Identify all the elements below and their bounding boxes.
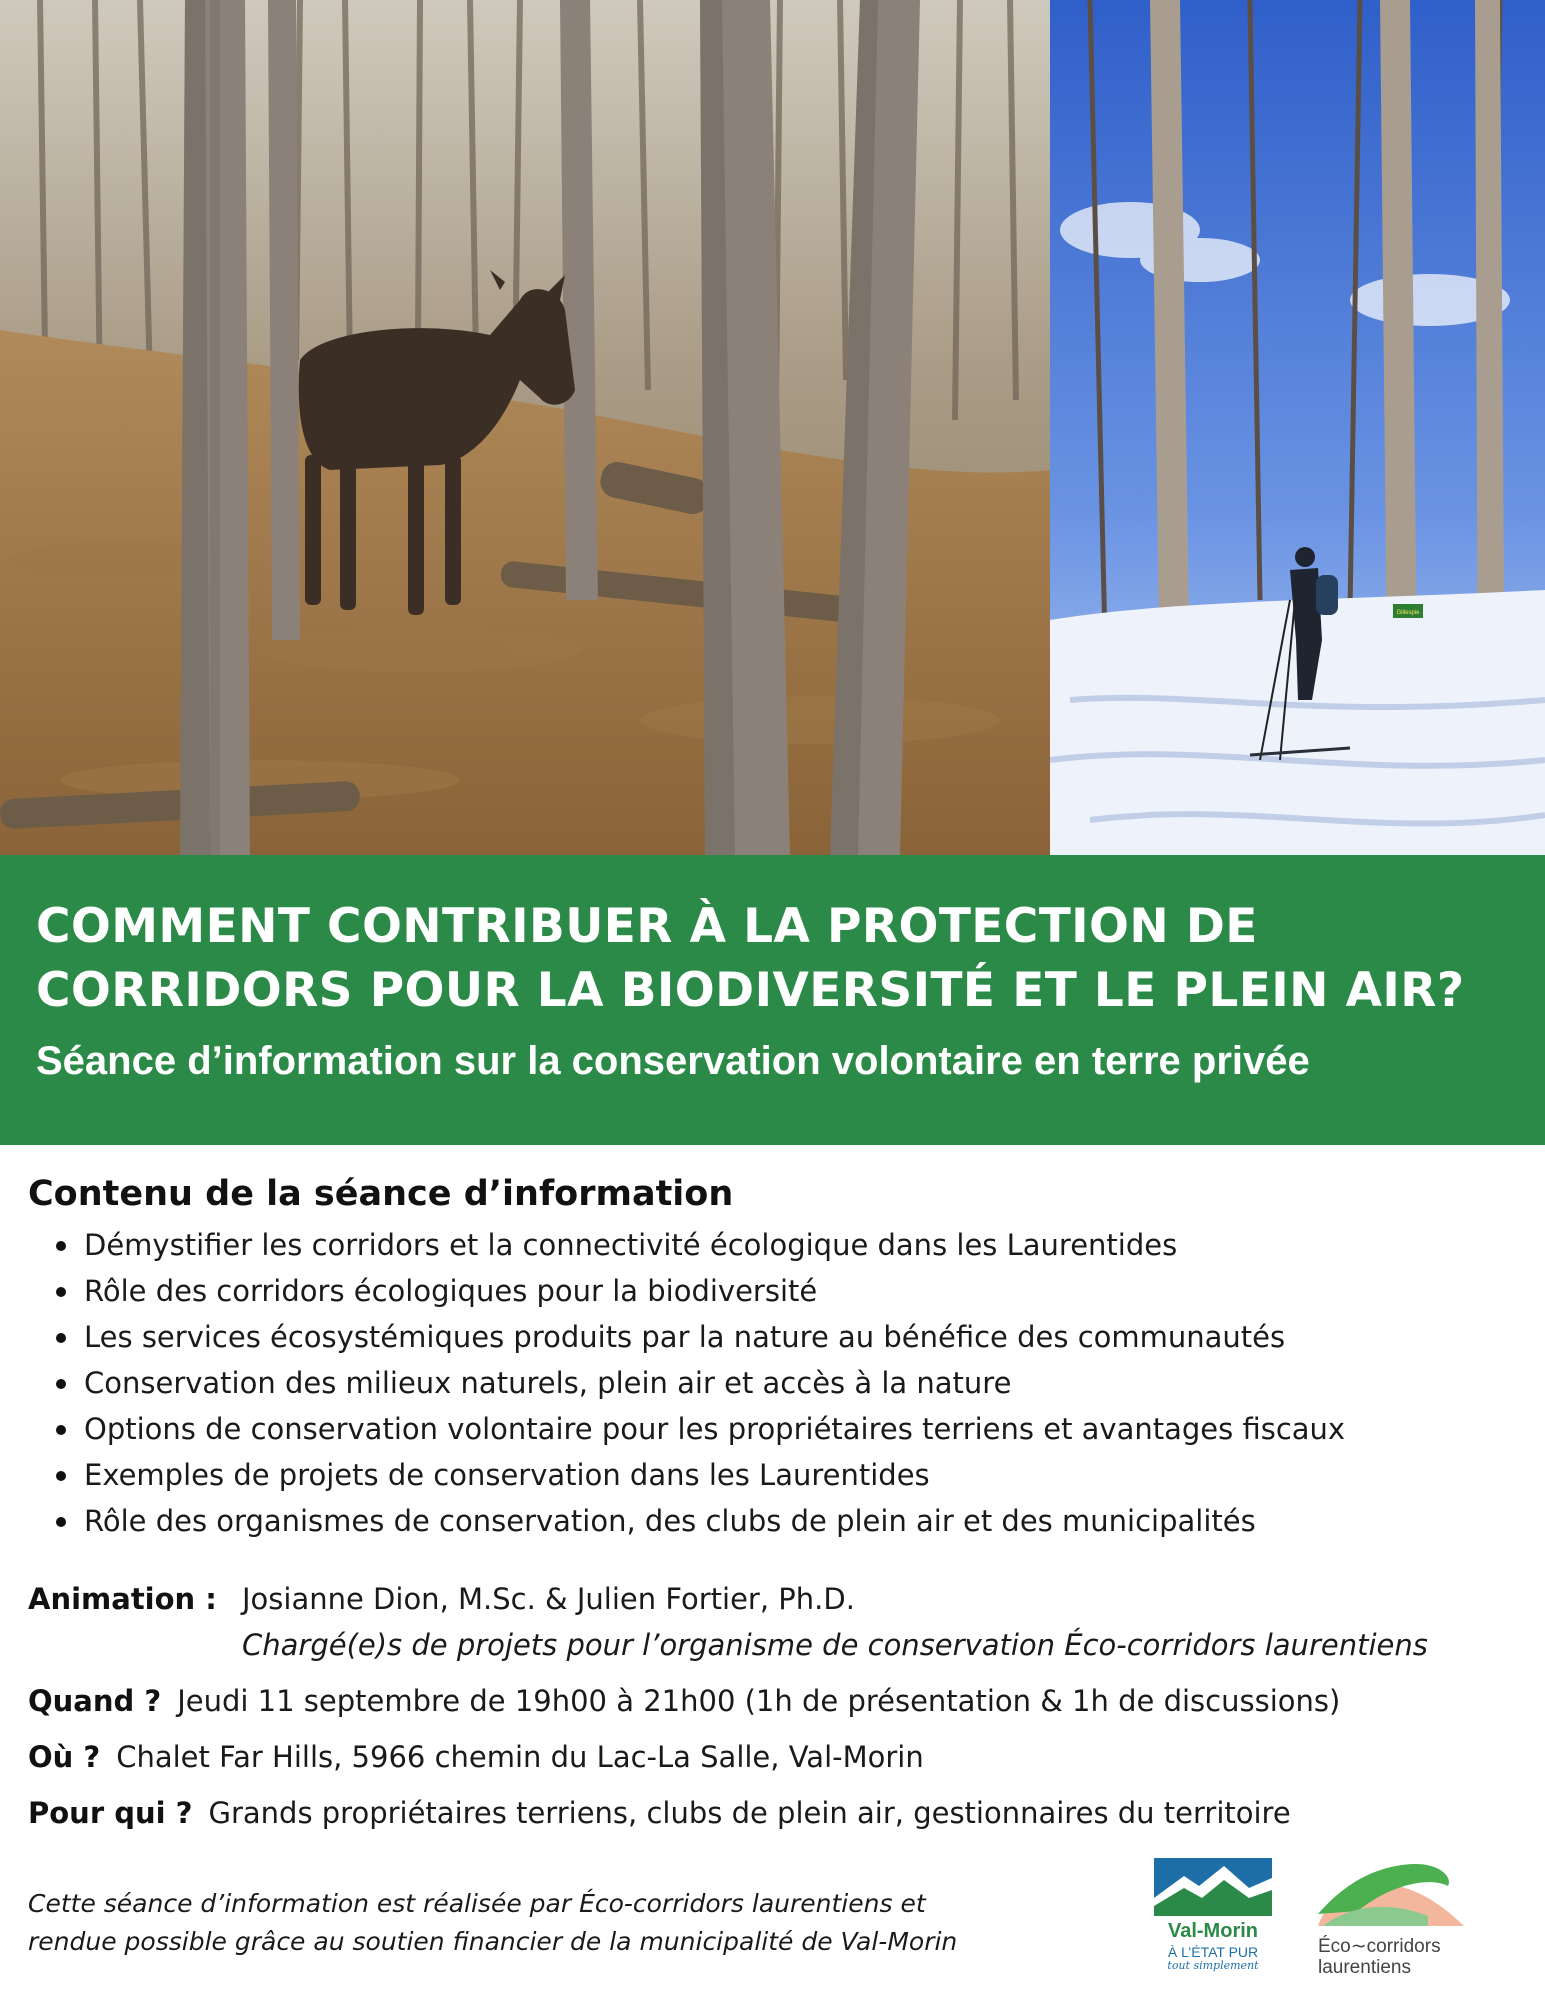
moose-forest-image — [0, 0, 1050, 855]
list-item: Rôle des organismes de conservation, des clubs de plein air et des municipalités — [56, 1498, 1518, 1544]
val-morin-logo — [1154, 1858, 1272, 1988]
event-details — [28, 1576, 1518, 1836]
eco-corridors-name-line1: Éco∼corridors — [1318, 1936, 1441, 1957]
who-label: Pour qui ? — [28, 1796, 193, 1830]
header-photos — [0, 0, 1545, 855]
list-item: Les services écosystémiques produits par la nature au bénéfice des communautés — [56, 1314, 1518, 1360]
animation-value — [242, 1576, 1428, 1668]
moose-photo — [0, 0, 1050, 855]
where-label: Où ? — [28, 1740, 101, 1774]
title-banner — [0, 855, 1545, 1145]
animation-role: Chargé(e)s de projets pour l’organisme de conservation Éco-corridors laurentiens — [242, 1628, 1428, 1662]
funding-note — [28, 1885, 1108, 1961]
val-morin-tagline: À L’ÉTAT PUR — [1167, 1944, 1259, 1960]
where-value: Chalet Far Hills, 5966 chemin du Lac-La Salle, Val-Morin — [116, 1740, 924, 1774]
who-value: Grands propriétaires terriens, clubs de plein air, gestionnaires du territoire — [208, 1796, 1291, 1830]
list-item: Exemples de projets de conservation dans les Laurentides — [56, 1452, 1518, 1498]
when-label: Quand ? — [28, 1684, 162, 1718]
list-item: Options de conservation volontaire pour les propriétaires terriens et avantages fiscaux — [56, 1406, 1518, 1452]
val-morin-subtagline: tout simplement — [1167, 1959, 1259, 1972]
list-item: Conservation des milieux naturels, plein air et accès à la nature — [56, 1360, 1518, 1406]
funding-note-line1: Cette séance d’information est réalisée par Éco-corridors laurentiens et — [28, 1889, 926, 1918]
val-morin-mountain-icon — [1154, 1858, 1272, 1916]
main-title-line2: CORRIDORS POUR LA BIODIVERSITÉ ET LE PLEIN AIR? — [36, 963, 1465, 1018]
content-heading: Contenu de la séance d’information — [28, 1174, 734, 1214]
list-item: Démystifier les corridors et la connectivité écologique dans les Laurentides — [56, 1222, 1518, 1268]
eco-corridors-name-line2: laurentiens — [1318, 1957, 1411, 1978]
who-row — [28, 1790, 1518, 1836]
animation-names: Josianne Dion, M.Sc. & Julien Fortier, Ph.D. — [242, 1582, 855, 1616]
animation-row — [28, 1576, 1518, 1668]
when-value: Jeudi 11 septembre de 19h00 à 21h00 (1h de présentation & 1h de discussions) — [177, 1684, 1341, 1718]
skier-snow-image — [1050, 0, 1545, 855]
session-content — [28, 1170, 1518, 1846]
val-morin-name: Val-Morin — [1167, 1920, 1258, 1942]
eco-corridors-hills-icon — [1318, 1856, 1464, 1926]
eco-corridors-logo — [1318, 1856, 1468, 1986]
when-row — [28, 1678, 1518, 1724]
where-row — [28, 1734, 1518, 1780]
trail-sign-text: Gillespie — [1396, 610, 1420, 616]
content-list — [56, 1222, 1518, 1544]
main-title-line1: COMMENT CONTRIBUER À LA PROTECTION DE — [36, 899, 1258, 954]
list-item: Rôle des corridors écologiques pour la biodiversité — [56, 1268, 1518, 1314]
skier-photo — [1050, 0, 1545, 855]
main-title — [36, 895, 1509, 1023]
subtitle: Séance d’information sur la conservation volontaire en terre privée — [36, 1039, 1310, 1083]
funding-note-line2: rendue possible grâce au soutien financier de la municipalité de Val-Morin — [28, 1927, 958, 1956]
animation-label: Animation : — [28, 1582, 217, 1616]
